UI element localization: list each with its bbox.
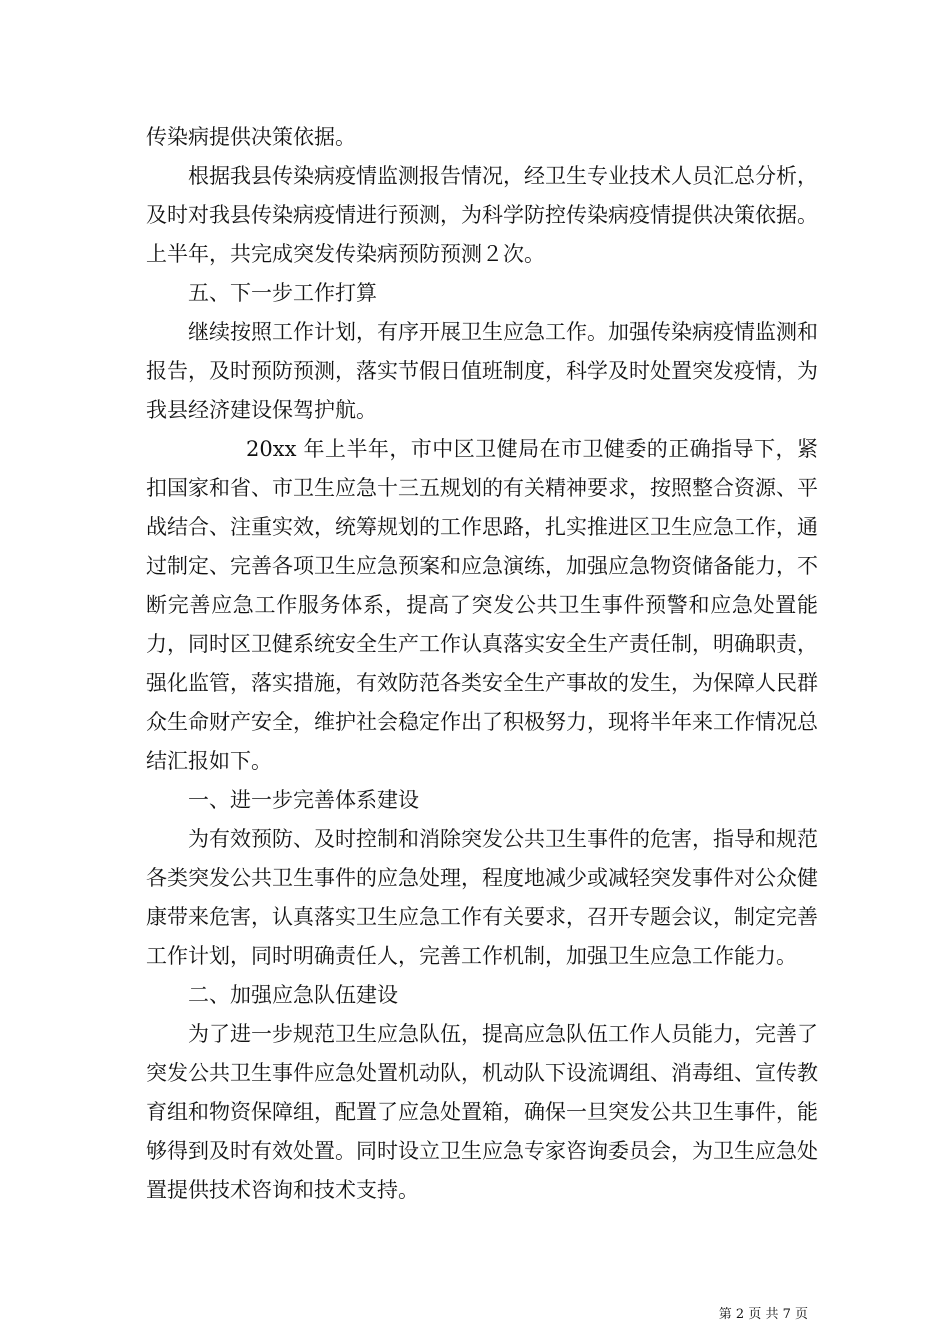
section-heading-next-steps: 五、下一步工作打算 [188, 281, 377, 305]
document-body [146, 118, 818, 1210]
paragraph-system-building: 为有效预防、及时控制和消除突发公共卫生事件的危害，指导和规范各类突发公共卫生事件的应急处理，程度地减少或减轻突发事件对公众健康带来危害，认真落实卫生应急工作有关要求，召开专题会议，制定完善工作计划，同时明确责任人，完善工作机制，加强卫生应急工作能力。 [146, 827, 818, 968]
section-heading-team-building: 二、加强应急队伍建设 [188, 983, 398, 1007]
paragraph-next-steps: 继续按照工作计划，有序开展卫生应急工作。加强传染病疫情监测和报告，及时预防预测，落实节假日值班制度，科学及时处置突发疫情，为我县经济建设保驾护航。 [146, 320, 818, 422]
paragraph-summary-intro: 20xx 年上半年，市中区卫健局在市卫健委的正确指导下，紧扣国家和省、市卫生应急十三五规划的有关精神要求，按照整合资源、平战结合、注重实效，统筹规划的工作思路，扎实推进区卫生应急工作，通过制定、完善各项卫生应急预案和应急演练，加强应急物资储备能力，不断完善应急工作服务体系，提高了突发公共卫生事件预警和应急处置能力，同时区卫健系统安全生产工作认真落实安全生产责任制，明确职责，强化监管，落实措施，有效防范各类安全生产事故的发生，为保障人民群众生命财产安全，维护社会稳定作出了积极努力，现将半年来工作情况总结汇报如下。 [146, 437, 818, 773]
paragraph-team-building: 为了进一步规范卫生应急队伍，提高应急队伍工作人员能力，完善了突发公共卫生事件应急处置机动队，机动队下设流调组、消毒组、宣传教育组和物资保障组，配置了应急处置箱，确保一旦突发公共卫生事件，能够得到及时有效处置。同时设立卫生应急专家咨询委员会，为卫生应急处置提供技术咨询和技术支持。 [146, 1022, 818, 1202]
section-heading-system-building: 一、进一步完善体系建设 [188, 788, 419, 812]
paragraph-continuation: 传染病提供决策依据。 [146, 125, 356, 149]
page-number: 第 2 页 共 7 页 [718, 1307, 808, 1322]
paragraph-forecast: 根据我县传染病疫情监测报告情况，经卫生专业技术人员汇总分析，及时对我县传染病疫情进行预测，为科学防控传染病疫情提供决策依据。上半年，共完成突发传染病预防预测２次。 [146, 164, 818, 266]
